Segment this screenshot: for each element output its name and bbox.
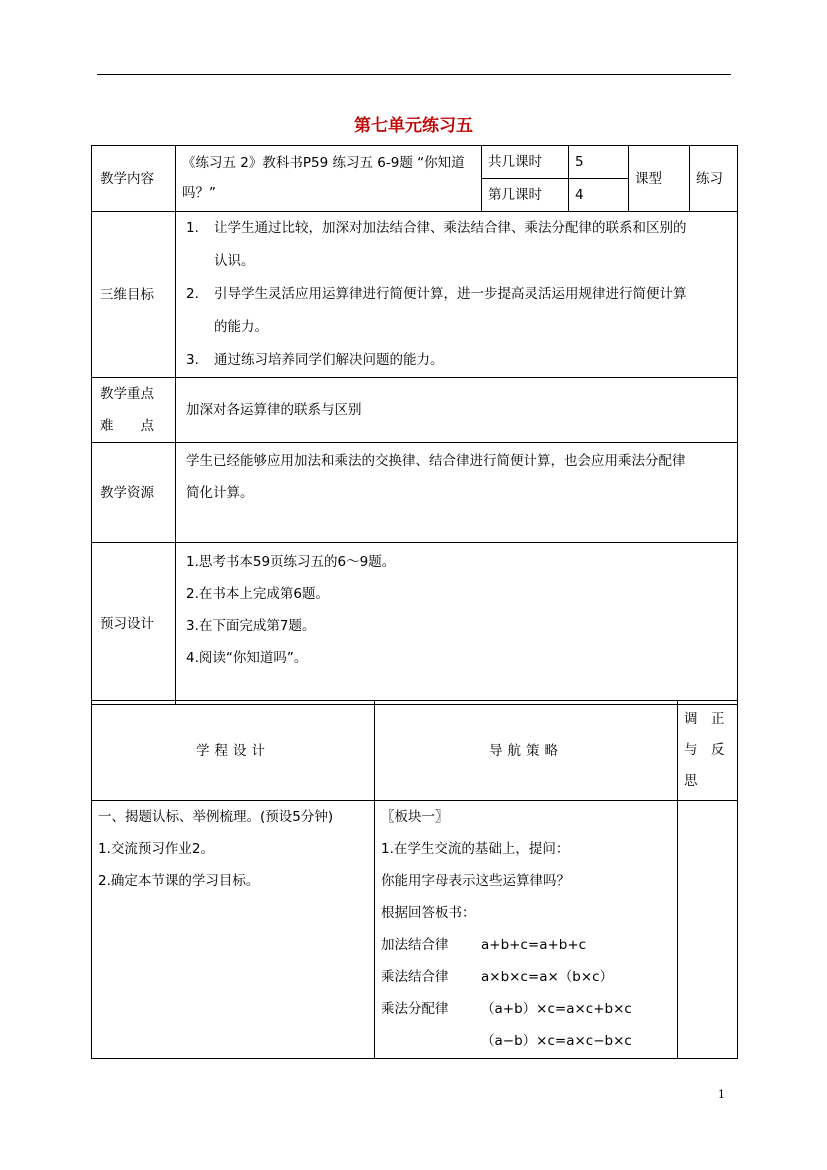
reflection-header: 调 正 与 反 思	[678, 701, 738, 801]
content-value: 《练习五 2》教科书P59 练习五 6-9题 “你知道吗？”	[176, 146, 482, 212]
preview-content: 1.思考书本59页练习五的6～9题。 2.在书本上完成第6题。 3.在下面完成第7题。 4.阅读“你知道吗”。	[176, 543, 738, 705]
goal-item: 3. 通过练习培养同学们解决问题的能力。	[186, 352, 444, 368]
process-design-header: 学程设计	[92, 701, 375, 801]
law-row: 加法结合律 a+b+c=a+b+c	[381, 937, 587, 953]
resources-label: 教学资源	[92, 443, 176, 543]
resources-content: 学生已经能够应用加法和乘法的交换律、结合律进行简便计算，也会应用乘法分配律 简化计算。	[176, 443, 738, 543]
navigation-strategy-header: 导航策略	[375, 701, 678, 801]
goals-content	[176, 212, 738, 378]
page-number: 1	[718, 1088, 725, 1101]
process-right: 〖板块一〗 1.在学生交流的基础上，提问： 你能用字母表示这些运算律吗？ 根据回答板书： 加法结合律 a+b+c=a+b+c 乘法结合律 a×b×c=a×（b×c） 乘法分配律 （a+b）×c=a×c+b×c （a−b）×c=a×c−b×c	[375, 801, 678, 1059]
law-row: （a−b）×c=a×c−b×c	[481, 1033, 632, 1049]
goals-label: 三维目标	[92, 212, 176, 378]
lesson-no-label: 第几课时	[482, 179, 569, 212]
goal-item-cont: 认识。	[214, 253, 255, 269]
law-row: 乘法结合律 a×b×c=a×（b×c）	[381, 969, 614, 985]
process-table	[91, 700, 738, 1059]
type-label: 课型	[629, 146, 690, 212]
page-title: 第七单元练习五	[354, 116, 473, 136]
header-rule	[97, 74, 731, 75]
content-label: 教学内容	[92, 146, 176, 212]
reflection-cell	[678, 801, 738, 1059]
goal-item-cont: 的能力。	[214, 319, 268, 335]
law-row: 乘法分配律 （a+b）×c=a×c+b×c	[381, 1001, 632, 1017]
total-lessons-label: 共几课时	[482, 146, 569, 179]
lesson-no-value: 4	[569, 179, 629, 212]
total-lessons-value: 5	[569, 146, 629, 179]
type-value: 练习	[690, 146, 738, 212]
goal-item: 2. 引导学生灵活应用运算律进行简便计算，进一步提高灵活运用规律进行简便计算	[186, 286, 687, 302]
goal-item: 1. 让学生通过比较，加深对加法结合律、乘法结合律、乘法分配律的联系和区别的	[186, 220, 687, 236]
process-left: 一、揭题认标、举例梳理。(预设5分钟) 1.交流预习作业2。 2.确定本节课的学习目标。	[92, 801, 375, 1059]
lesson-plan-table	[91, 145, 738, 705]
preview-label: 预习设计	[92, 543, 176, 705]
focus-content: 加深对各运算律的联系与区别	[176, 378, 738, 443]
focus-label: 教学重点 难 点	[92, 378, 176, 443]
